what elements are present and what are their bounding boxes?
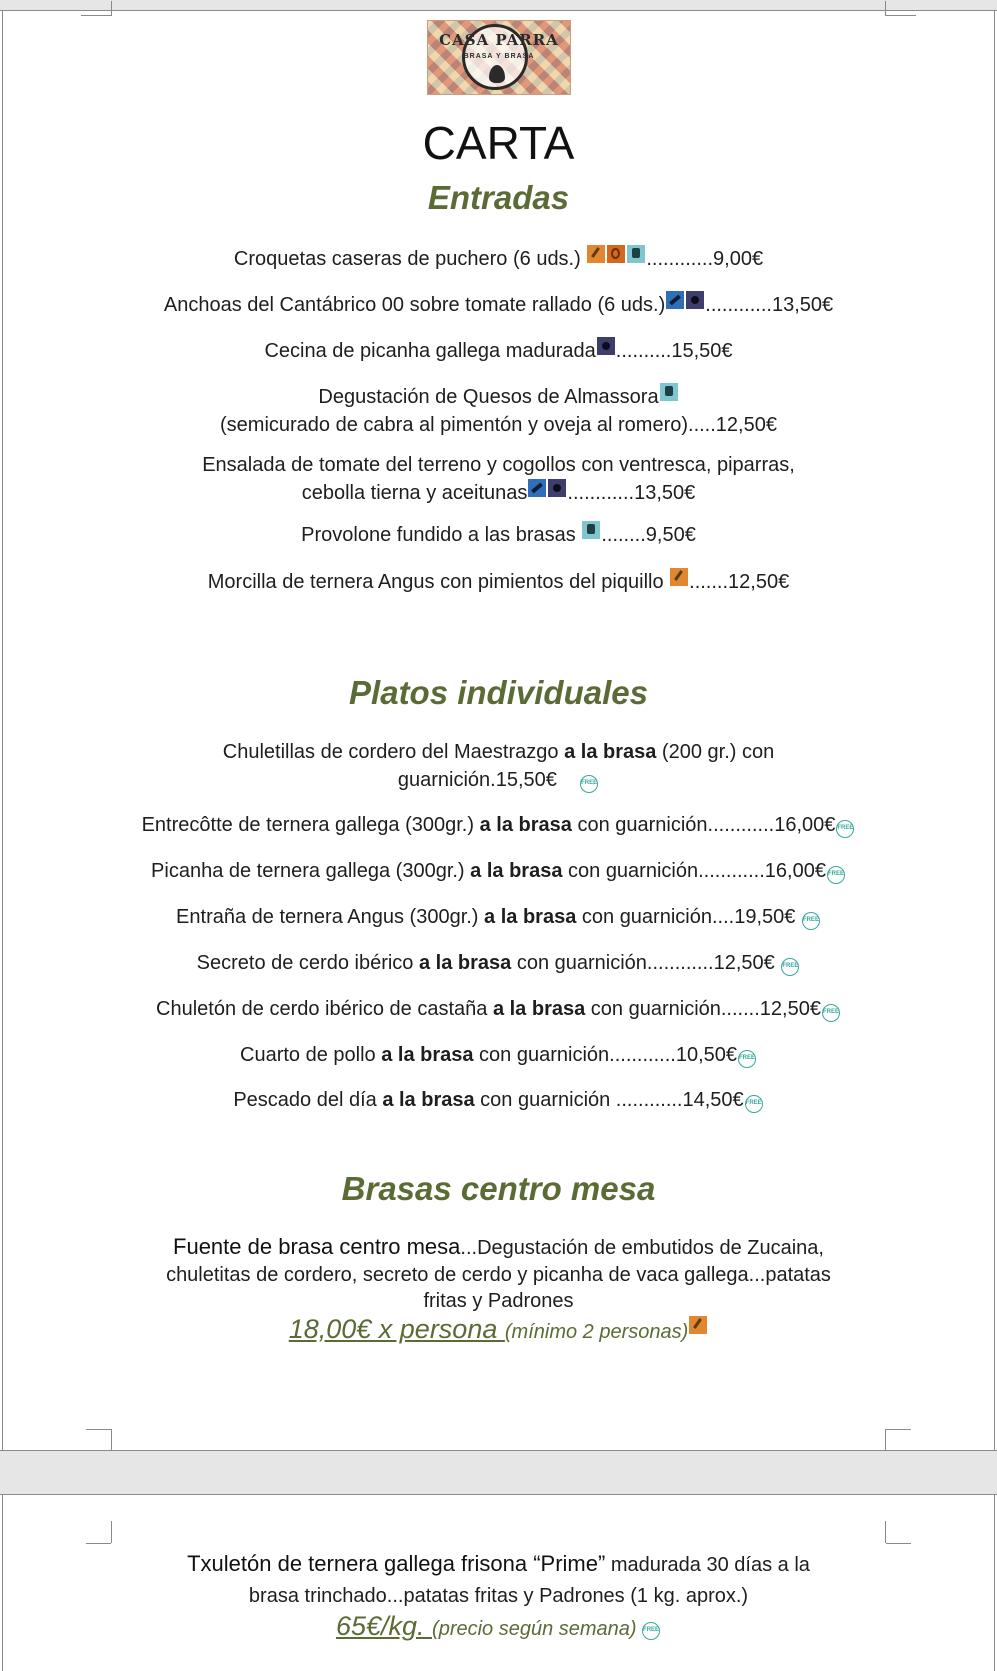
menu-item: Chuletón de cerdo ibérico de castaña a la brasa con guarnición.......12,50€ FREE [156,998,839,1020]
crop-mark [111,1521,112,1543]
fish-icon [528,479,546,497]
menu-item: Provolone fundido a las brasas ........9,50€ [0,521,997,549]
menu-page-1 [0,10,997,1451]
menu-item: Txuletón de ternera gallega frisona “Prime” madurada 30 días a la [187,1551,810,1576]
lactose-icon [660,383,678,401]
menu-item: Fuente de brasa centro mesa...Degustación de embutidos de Zucaina, [173,1234,824,1259]
menu-page-2 [0,1494,997,1671]
menu-item-detail: guarnición.15,50€ FREE [397,769,598,791]
menu-item: Croquetas caseras de puchero (6 uds.) ............9,00€ [0,245,997,273]
crop-mark [86,1543,111,1544]
menu-item: Ensalada de tomate del terreno y cogollos con ventresca, piparras, [202,454,795,476]
crop-mark [886,1543,911,1544]
sulfites-icon [548,479,566,497]
menu-item-detail: brasa trinchado...patatas fritas y Padrones (1 kg. aprox.) [248,1585,749,1607]
section-title-platos: Platos individuales [349,674,648,711]
price-per-person: 18,00€ x persona (mínimo 2 personas) [0,1314,997,1345]
menu-item-detail: cebolla tierna y aceitunas ............13,50€ [0,479,997,507]
gluten-free-icon: FREE [580,775,598,793]
logo-tagline: BRASA Y BRASA [463,53,535,60]
crop-mark [111,1,112,16]
menu-item: Entrecôtte de ternera gallega (300gr.) a la brasa con guarnición............16,00€ FREE [141,814,854,836]
gluten-free-icon: FREE [822,1004,840,1022]
menu-title: CARTA [422,117,575,169]
fish-icon [666,291,684,309]
gluten-free-icon: FREE [802,912,820,930]
crop-mark [886,15,916,16]
gluten-icon [670,568,688,586]
menu-item: Entraña de ternera Angus (300gr.) a la brasa con guarnición....19,50€ FREE [176,906,819,928]
crop-mark [885,1,886,16]
flame-icon [489,65,505,83]
gluten-free-icon: FREE [836,820,854,838]
crop-mark [86,1429,111,1430]
gluten-free-icon: FREE [738,1050,756,1068]
menu-item-detail: (semicurado de cabra al pimentón y oveja al romero).....12,50€ [220,414,777,436]
lactose-icon [627,245,645,263]
menu-item: Pescado del día a la brasa con guarnición ............14,50€ FREE [233,1089,762,1111]
menu-item: Secreto de cerdo ibérico a la brasa con guarnición............12,50€ FREE [196,952,799,974]
menu-item: Cecina de picanha gallega madurada ..........15,50€ [0,337,997,365]
price-per-kg: 65€/kg. (precio según semana) FREE [335,1611,660,1641]
crop-mark [81,15,111,16]
crop-mark [885,1521,886,1543]
crop-mark [111,1429,112,1451]
gluten-free-icon: FREE [781,958,799,976]
gluten-icon [587,245,605,263]
logo-name: CASA PARRA [439,31,559,49]
sulfites-icon [686,291,704,309]
menu-item: Chuletillas de cordero del Maestrazgo a la brasa (200 gr.) con [222,741,775,763]
gluten-free-icon: FREE [642,1622,660,1640]
gluten-icon [689,1316,707,1334]
egg-icon [607,245,625,263]
menu-item: Cuarto de pollo a la brasa con guarnición............10,50€ FREE [240,1044,756,1066]
section-title-brasas: Brasas centro mesa [341,1170,656,1207]
menu-item-detail: chuletitas de cordero, secreto de cerdo y picanha de vaca gallega...patatas [166,1264,831,1286]
gluten-free-icon: FREE [745,1095,763,1113]
lactose-icon [582,521,600,539]
menu-item: Morcilla de ternera Angus con pimientos del piquillo .......12,50€ [0,568,997,596]
menu-item: Picanha de ternera gallega (300gr.) a la brasa con guarnición............16,00€ FREE [151,860,844,882]
crop-mark [886,1429,911,1430]
restaurant-logo [427,20,571,95]
section-title-entradas: Entradas [427,179,570,216]
crop-mark [885,1429,886,1451]
menu-item: Degustación de Quesos de Almassora [0,383,997,411]
gluten-free-icon: FREE [827,866,845,884]
menu-item: Anchoas del Cantábrico 00 sobre tomate rallado (6 uds.) ............13,50€ [0,291,997,319]
sulfites-icon [597,337,615,355]
menu-item-detail: fritas y Padrones [423,1290,574,1312]
